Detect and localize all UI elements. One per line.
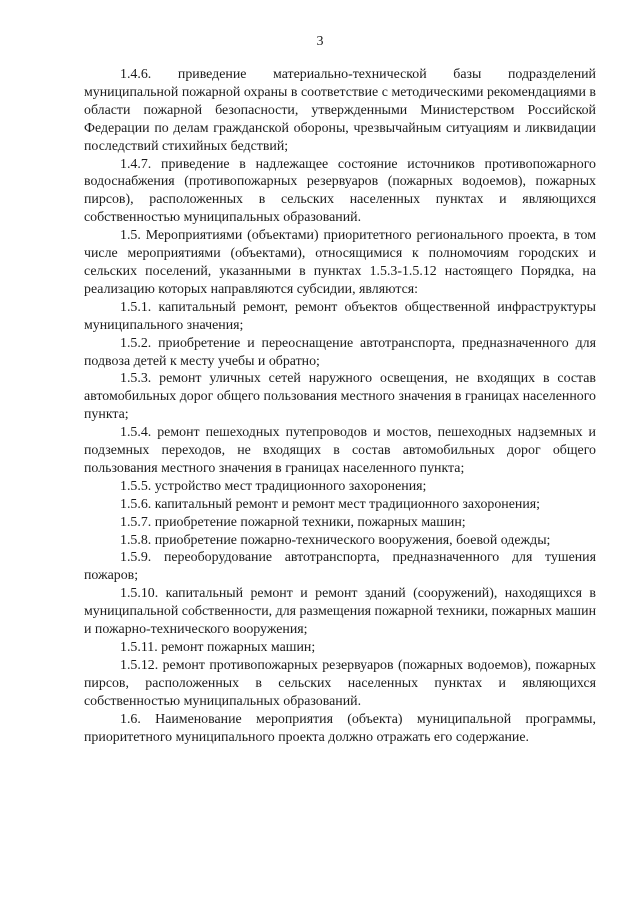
- paragraph-1-5-10: 1.5.10. капитальный ремонт и ремонт зданий (сооружений), находящихся в муниципальной собственности, для размещения пожарной техники, пожарных машин и пожарно-технического вооружения;: [84, 586, 596, 638]
- page-number: 3: [316, 34, 324, 49]
- paragraph-1-5-12: 1.5.12. ремонт противопожарных резервуаров (пожарных водоемов), пожарных пирсов, расположенных в сельских населенных пунктах и являющихся собственностью муниципальных образований.: [84, 657, 596, 709]
- paragraph-1-5-2: 1.5.2. приобретение и переоснащение автотранспорта, предназначенного для подвоза детей к месту учебы и обратно;: [84, 335, 596, 369]
- paragraph-1-4-6: 1.4.6. приведение материально-технической базы подразделений муниципальной пожарной охраны в соответствие с методическими рекомендациями в области пожарной безопасности, утвержденными Министерством Российской Федерации по делам гражданской обороны, чрезвычайным ситуациям и ликвидации последствий стихийных бедствий;: [84, 67, 596, 154]
- paragraph-1-6: 1.6. Наименование мероприятия (объекта) муниципальной программы, приоритетного муниципального проекта должно отражать его содержание.: [84, 711, 596, 745]
- paragraph-1-5: 1.5. Мероприятиями (объектами) приоритетного регионального проекта, в том числе мероприятиями (объектами), относящимися к полномочиям городских и сельских поселений, указанными в пунктах 1.5.3-1.5.12 настоящего Порядка, на реализацию которых направляются субсидии, являются:: [84, 228, 596, 297]
- document-body: [84, 66, 596, 746]
- paragraph-1-5-11: 1.5.11. ремонт пожарных машин;: [120, 640, 316, 655]
- paragraph-1-5-8: 1.5.8. приобретение пожарно-технического вооружения, боевой одежды;: [120, 532, 551, 548]
- paragraph-1-5-3: 1.5.3. ремонт уличных сетей наружного освещения, не входящих в состав автомобильных дорог общего пользования местного значения в границах населенного пункта;: [84, 371, 596, 423]
- paragraph-1-5-7: 1.5.7. приобретение пожарной техники, пожарных машин;: [120, 514, 466, 530]
- paragraph-1-5-5: 1.5.5. устройство мест традиционного захоронения;: [120, 478, 427, 494]
- paragraph-1-4-7: 1.4.7. приведение в надлежащее состояние источников противопожарного водоснабжения (противопожарных резервуаров (пожарных водоемов), пожарных пирсов), расположенных в сельских населенных пунктах и являющихся собственностью муниципальных образований.: [84, 156, 596, 226]
- paragraph-1-5-6: 1.5.6. капитальный ремонт и ремонт мест традиционного захоронения;: [120, 496, 541, 512]
- paragraph-1-5-1: 1.5.1. капитальный ремонт, ремонт объектов общественной инфраструктуры муниципального значения;: [84, 299, 596, 333]
- paragraph-1-5-4: 1.5.4. ремонт пешеходных путепроводов и мостов, пешеходных надземных и подземных переходов, не входящих в состав автомобильных дорог общего пользования местного значения в границах населенного пункта;: [84, 425, 596, 476]
- paragraph-1-5-9: 1.5.9. переоборудование автотранспорта, предназначенного для тушения пожаров;: [84, 550, 596, 584]
